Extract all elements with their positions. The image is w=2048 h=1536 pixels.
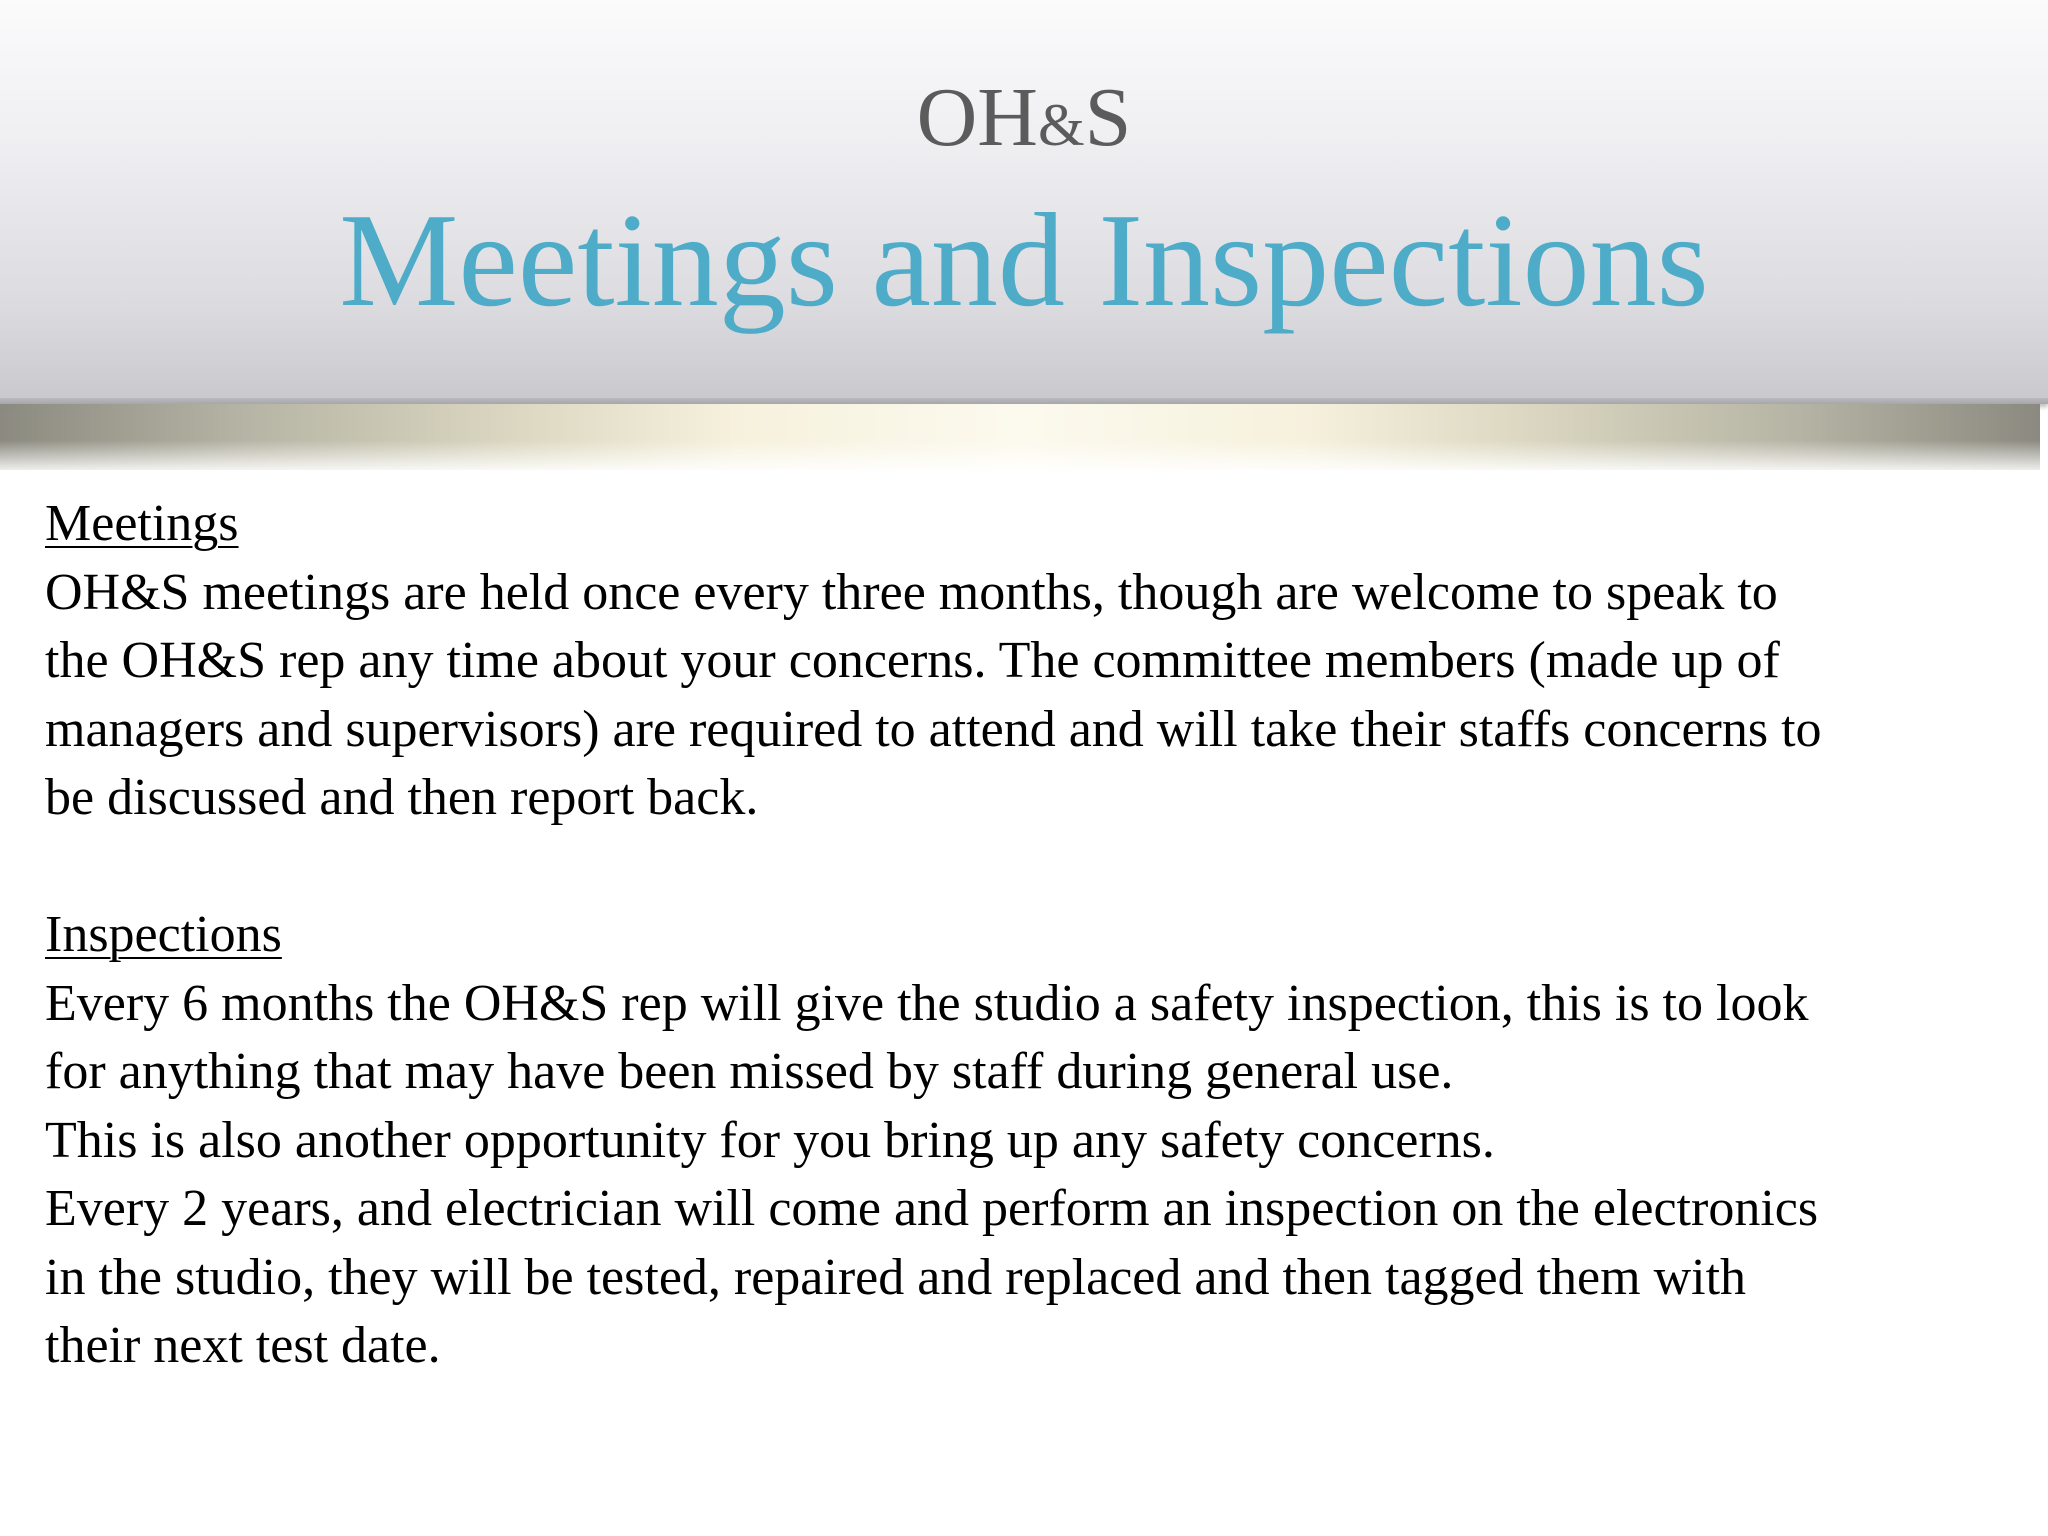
slide-header (0, 0, 2048, 404)
slide-title: Meetings and Inspections (339, 186, 1709, 334)
inspections-line: This is also another opportunity for you bring up any safety concerns. (45, 1111, 1495, 1169)
slide-subtitle (0, 68, 2048, 175)
section-heading-meetings: Meetings (45, 495, 239, 552)
subtitle-ampersand: & (1037, 92, 1085, 158)
subtitle-text-oh: OH (916, 71, 1038, 164)
slide-body (45, 490, 2005, 1381)
inspections-line: Every 6 months the OH&S rep will give the studio a safety inspection, this is to look (45, 974, 1809, 1032)
inspections-line: their next test date. (45, 1317, 441, 1374)
meetings-line: be discussed and then report back. (45, 769, 759, 826)
subtitle-text-s: S (1084, 71, 1132, 164)
inspections-line: for anything that may have been missed by staff during general use. (45, 1043, 1454, 1100)
meetings-line: OH&S meetings are held once every three months, though are welcome to speak to (45, 563, 1778, 621)
section-heading-inspections: Inspections (45, 906, 282, 963)
meetings-line: the OH&S rep any time about your concerns. The committee members (made up of (45, 632, 1780, 689)
inspections-line: Every 2 years, and electrician will come and perform an inspection on the electronics (45, 1180, 1819, 1237)
meetings-line: managers and supervisors) are required to attend and will take their staffs concerns to (45, 700, 1822, 758)
section-spacer (45, 833, 2005, 902)
decorative-band-fade (0, 404, 2040, 470)
inspections-line: in the studio, they will be tested, repaired and replaced and then tagged them with (45, 1248, 1747, 1306)
